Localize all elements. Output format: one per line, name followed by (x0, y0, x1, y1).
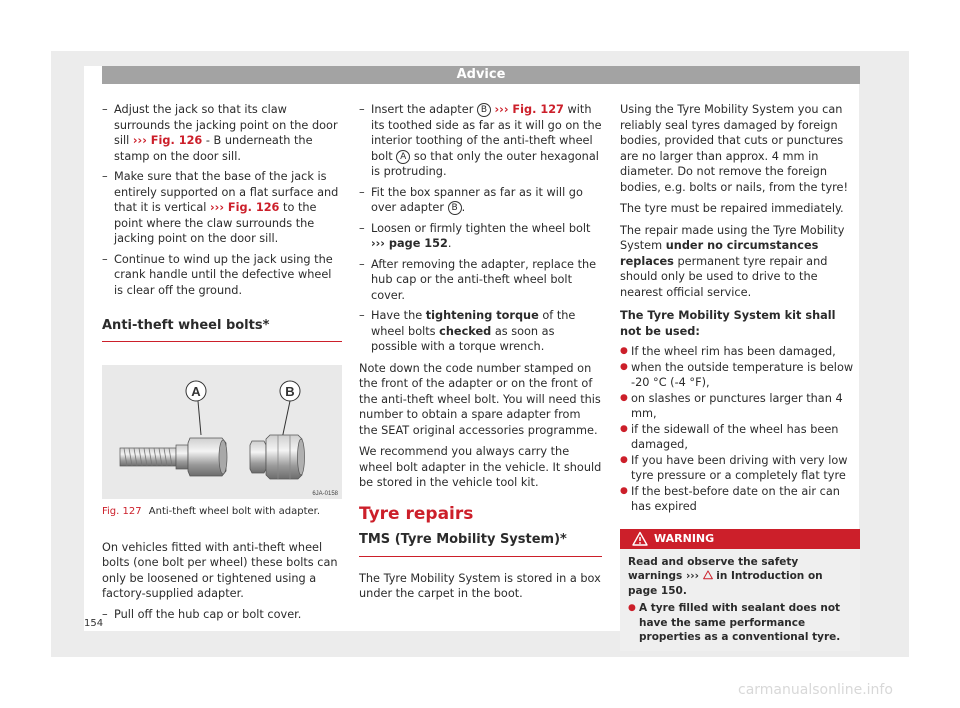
column-1 (102, 102, 342, 627)
paragraph: On vehicles fitted with anti-theft wheel bolts (one bolt per wheel) these bolts can only be loosened or tightened using a factory-supplied adapter. (102, 540, 338, 600)
figure-caption (102, 505, 342, 518)
bolt-figure (102, 365, 342, 499)
warning-icon (632, 531, 648, 547)
page-number: 154 (84, 618, 104, 629)
paragraph: Note down the code number stamped on the front of the adapter or on the front of the anti-theft wheel bolt. You will need this number to obtain a spare adapter from the SEAT original accessories programme. (359, 361, 601, 437)
step-item: – Make sure that the base of the jack is entirely supported on a flat surface and that it is vertical ››› Fig. 126 to the point where the claw surrounds the jacking point on the door sill. (102, 169, 342, 247)
section-header: Advice (102, 66, 860, 84)
list-item: ● If you have been driving with very low tyre pressure or a completely flat tyre (620, 453, 860, 484)
figure-caption-text: Anti-theft wheel bolt with adapter. (148, 505, 321, 517)
warning-bullet: ● A tyre filled with sealant does not have the same performance properties as a conventional tyre. (628, 601, 852, 645)
callout-b-marker: B (448, 201, 462, 215)
warning-ref-icon (703, 570, 713, 580)
callout-a-label: A (191, 383, 201, 399)
warning-header: WARNING (620, 529, 860, 549)
step-item: – Adjust the jack so that its claw surrounds the jacking point on the door sill ››› Fig. 126 - B underneath the stamp on the door sill. (102, 102, 342, 164)
column-2 (359, 102, 602, 607)
figure-number: Fig. 127 (102, 505, 142, 517)
callout-a-marker: A (396, 150, 410, 164)
warning-ref-link[interactable]: ››› (685, 570, 699, 582)
figure-code: 6JA-0158 (312, 490, 338, 497)
paragraph: Using the Tyre Mobility System you can reliably seal tyres damaged by foreign bodies, provided that cuts or punctures are no larger than approx. 4 mm in diameter. Do not remove the foreign bodies, e.g. bolts or nails, from the tyre! (620, 103, 849, 194)
watermark: carmanualsonline.info (738, 682, 893, 698)
step-item: – Pull off the hub cap or bolt cover. (102, 607, 342, 623)
list-heading: The Tyre Mobility System kit shall not be used: (620, 309, 836, 338)
fig-link[interactable]: ››› Fig. 127 (494, 103, 564, 116)
list-item: ● If the wheel rim has been damaged, (620, 344, 860, 360)
step-item: – Loosen or firmly tighten the wheel bolt ››› page 152. (359, 221, 602, 252)
bolt-adapter (250, 435, 305, 479)
warning-ref-text[interactable]: Introduction on page 150 (628, 570, 823, 597)
list-item: ● on slashes or punctures larger than 4 mm, (620, 391, 860, 422)
step-item: – Fit the box spanner as far as it will go over adapter B . (359, 185, 602, 216)
list-item: ● when the outside temperature is below -20 °C (-4 °F), (620, 360, 860, 391)
warning-box (620, 529, 860, 651)
paragraph: We recommend you always carry the wheel bolt adapter in the vehicle. It should be stored in the vehicle tool kit. (359, 445, 602, 489)
callout-b-marker: B (477, 103, 491, 117)
paragraph: The Tyre Mobility System is stored in a box under the carpet in the boot. (359, 571, 601, 600)
page-link[interactable]: ››› page 152 (371, 237, 448, 250)
step-item: – After removing the adapter, replace the hub cap or the anti-theft wheel bolt cover. (359, 257, 602, 304)
paragraph: The tyre must be repaired immediately. (620, 202, 844, 215)
callout-b-label: B (285, 383, 295, 399)
section-subheading: Anti-theft wheel bolts* (102, 318, 342, 342)
section-subheading: TMS (Tyre Mobility System)* (359, 532, 602, 557)
list-item: ● if the sidewall of the wheel has been damaged, (620, 422, 860, 453)
bolt-illustration (102, 365, 342, 499)
section-title: Tyre repairs (359, 503, 474, 524)
step-item: – Have the tightening torque of the wheel bolts checked as soon as possible with a torque wrench. (359, 308, 602, 355)
step-item: – Insert the adapter B ››› Fig. 127 with its toothed side as far as it will go on the interior toothing of the anti-theft wheel bolt A so that only the outer hexagonal is protruding. (359, 102, 602, 180)
column-3 (620, 102, 860, 651)
paragraph: The repair made using the Tyre Mobility System under no circumstances replaces permanent tyre repair and should only be used to drive to the nearest official service. (620, 223, 845, 299)
step-item: – Continue to wind up the jack using the crank handle until the defective wheel is clear off the ground. (102, 252, 342, 299)
fig-link[interactable]: ››› Fig. 126 (132, 134, 203, 147)
list-item: ● If the best-before date on the air can has expired (620, 484, 860, 515)
warning-body (620, 549, 860, 651)
fig-link[interactable]: ››› Fig. 126 (210, 201, 280, 214)
warning-line: Read and observe the safety warnings ››› in Introduction on page 150. (628, 555, 823, 597)
